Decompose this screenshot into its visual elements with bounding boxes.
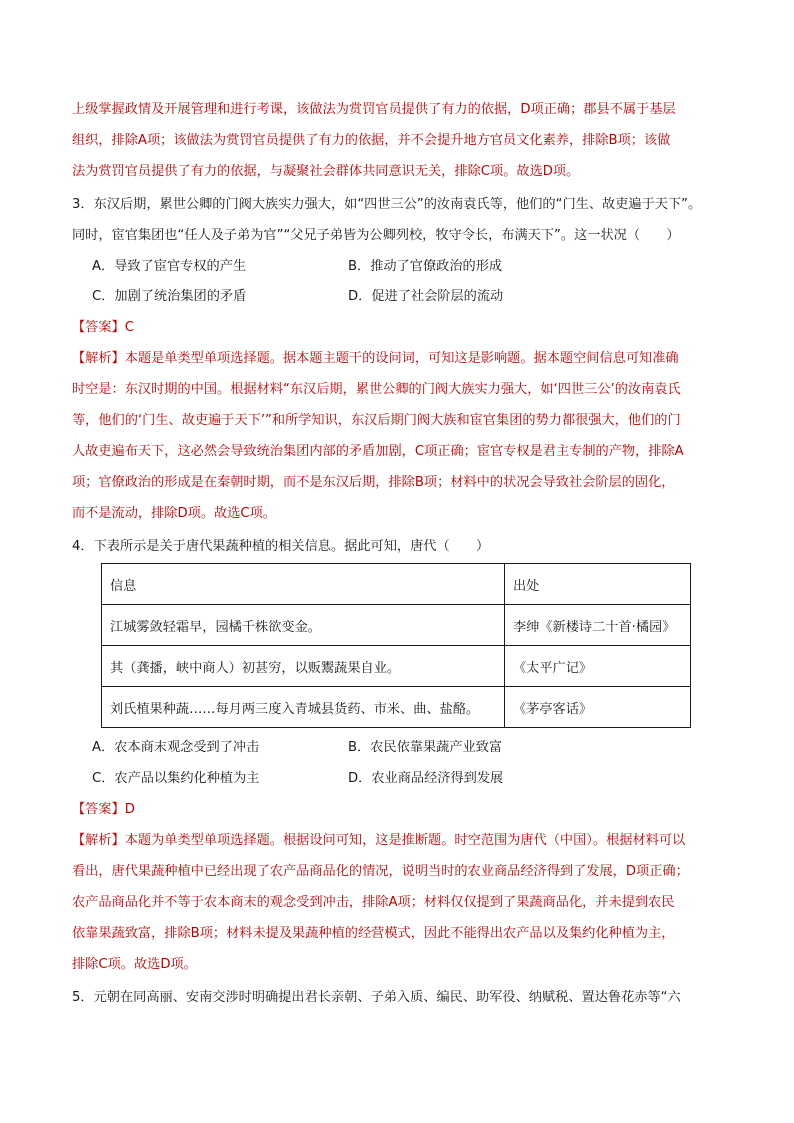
q4-info-table [101, 563, 691, 728]
q4-option-c: C．农产品以集约化种植为主 [92, 771, 260, 786]
prev-analysis-line-3: 法为赏罚官员提供了有力的依据，与凝聚社会群体共同意识无关，排除C项。故选D项。 [72, 164, 580, 179]
q4-answer: 【答案】D [72, 802, 135, 817]
table-header-row [102, 564, 691, 605]
q4-analysis-line-5: 排除C项。故选D项。 [72, 957, 197, 972]
q4-analysis-line-4: 依靠果蔬致富，排除B项；材料未提及果蔬种植的经营模式，因此不能得出农产品以及集约化种植为主， [72, 926, 675, 941]
q3-analysis-line-6: 而不是流动，排除D项。故选C项。 [72, 506, 276, 521]
q3-analysis-line-1: 【解析】本题是单类型单项选择题。据本题主题干的设问词，可知这是影响题。据本题空间信息可知准确 [72, 351, 679, 366]
q3-stem-line-1: 3．东汉后期，累世公卿的门阀大族实力强大，如“四世三公”的汝南袁氏等，他们的“门生、故吏遍于天下”。 [72, 197, 702, 212]
table-cell-source: 李绅《新楼诗二十首·橘园》 [505, 605, 691, 646]
prev-analysis-line-1: 上级掌握政情及开展管理和进行考课，该做法为赏罚官员提供了有力的依据，D项正确；郡县不属于基层 [72, 102, 676, 117]
q4-option-a: A．农本商末观念受到了冲击 [92, 740, 260, 755]
q4-option-b: B．农民依靠果蔬产业致富 [348, 740, 503, 755]
q4-analysis-line-2: 看出，唐代果蔬种植中已经出现了农产品商品化的情况，说明当时的农业商品经济得到了发展，D项正确； [72, 864, 689, 879]
table-cell-info: 刘氏植果种蔬……每月两三度入青城县货药、市米、曲、盐酪。 [102, 687, 505, 728]
q4-stem: 4．下表所示是关于唐代果蔬种植的相关信息。据此可知，唐代（ ） [72, 539, 490, 554]
q3-option-a: A．导致了宦官专权的产生 [92, 259, 247, 274]
q3-answer: 【答案】C [72, 320, 134, 335]
q3-analysis-line-4: 人故吏遍布天下，这必然会导致统治集团内部的矛盾加剧，C项正确；宦官专权是君主专制的产物，排除A [72, 444, 684, 459]
table-header-info: 信息 [102, 564, 505, 605]
table-cell-source: 《茅亭客话》 [505, 687, 691, 728]
q3-analysis-line-2: 时空是：东汉时期的中国。根据材料“东汉后期，累世公卿的门阀大族实力强大，如‘四世三公’的汝南袁氏 [72, 382, 681, 397]
q3-stem-line-2: 同时，宦官集团也“任人及子弟为官”“父兄子弟皆为公卿列校，牧守令长，布满天下”。这一状况（ ） [72, 228, 680, 243]
table-cell-info: 其（龚播，峡中商人）初甚穷，以贩鬻蔬果自业。 [102, 646, 505, 687]
q3-analysis-line-5: 项；官僚政治的形成是在秦朝时期，而不是东汉后期，排除B项；材料中的状况会导致社会阶层的固化， [72, 475, 675, 490]
q4-analysis-line-1: 【解析】本题为单类型单项选择题。根据设问可知，这是推断题。时空范围为唐代（中国）。根据材料可以 [72, 833, 686, 848]
prev-analysis-line-2: 组织，排除A项；该做法为赏罚官员提供了有力的依据，并不会提升地方官员文化素养，排除B项；该做 [72, 133, 671, 148]
table-row [102, 605, 691, 646]
q3-option-d: D．促进了社会阶层的流动 [348, 289, 504, 304]
table-row [102, 646, 691, 687]
table-header-source: 出处 [505, 564, 691, 605]
q3-analysis-line-3: 等，他们的‘门生、故吏遍于天下’”和所学知识，东汉后期门阀大族和宦官集团的势力都很强大，他们的门 [72, 413, 681, 428]
table-cell-info: 江城雾敛轻霜早，园橘千株欲变金。 [102, 605, 505, 646]
q3-option-c: C．加剧了统治集团的矛盾 [92, 289, 247, 304]
q4-option-d: D．农业商品经济得到发展 [348, 771, 504, 786]
q4-analysis-line-3: 农产品商品化并不等于农本商末的观念受到冲击，排除A项；材料仅仅提到了果蔬商品化，并未提到农民 [72, 895, 675, 910]
q5-stem: 5．元朝在同高丽、安南交涉时明确提出君长亲朝、子弟入质、编民、助军役、纳赋税、置达鲁花赤等“六 [72, 990, 681, 1005]
table-row [102, 687, 691, 728]
table-cell-source: 《太平广记》 [505, 646, 691, 687]
q3-option-b: B．推动了官僚政治的形成 [348, 259, 503, 274]
